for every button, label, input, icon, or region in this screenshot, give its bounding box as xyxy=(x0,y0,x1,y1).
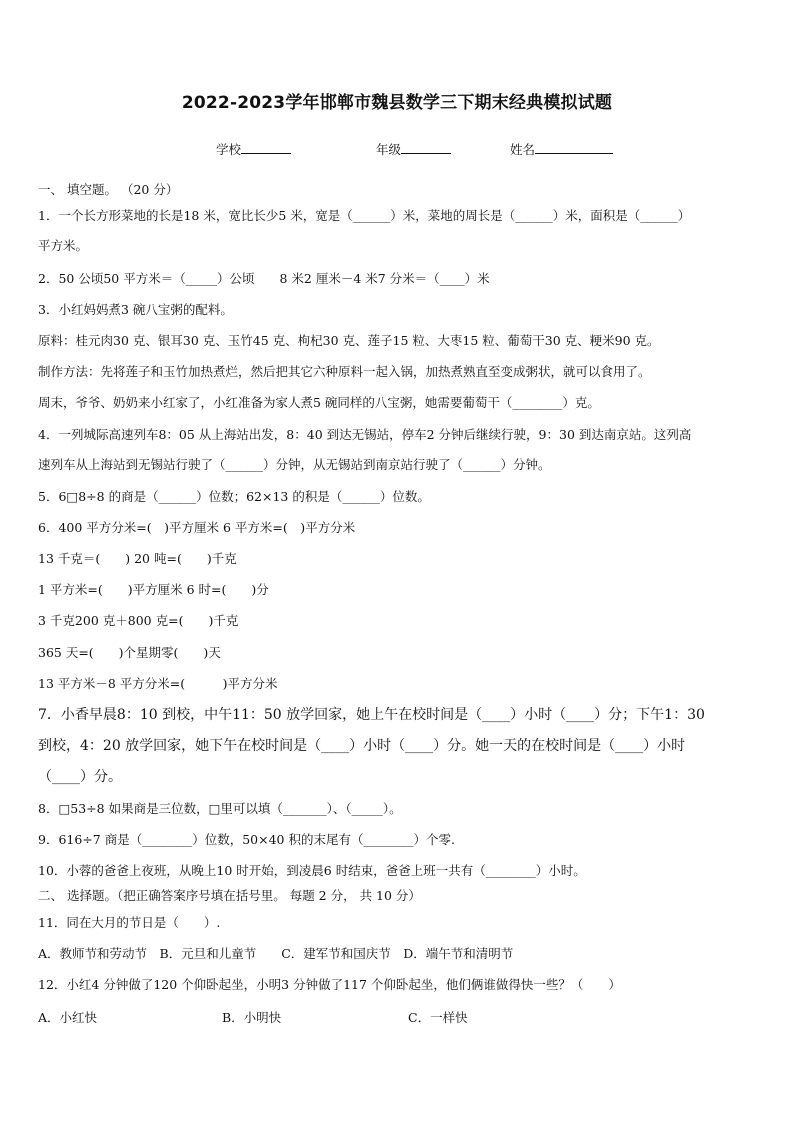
question-2: 2．50 公顷50 平方米＝（_____）公顷 8 米2 厘米－4 米7 分米＝（____）米 xyxy=(38,271,490,286)
question-7-line-1: 7．小香早晨8：10 到校，中午11：50 放学回家，她上午在校时间是（____）小时（____）分；下午1：30 xyxy=(38,707,705,723)
question-12-option-a: A．小红快 xyxy=(38,1010,98,1025)
page-title: 2022-2023学年邯郸市魏县数学三下期末经典模拟试题 xyxy=(181,93,613,113)
school-label: 学校 xyxy=(216,142,242,157)
grade-field xyxy=(376,140,451,158)
grade-label: 年级 xyxy=(376,142,402,157)
question-12-option-c: C．一样快 xyxy=(408,1010,468,1025)
question-7-line-3: （____）分。 xyxy=(38,769,122,785)
question-10: 10．小蓉的爸爸上夜班，从晚上10 时开始，到凌晨6 时结束，爸爸上班一共有（________）小时。 xyxy=(38,863,586,878)
question-3-method: 制作方法：先将莲子和玉竹加热煮烂，然后把其它六种原料一起入锅，加热煮熟直至变成粥状，就可以食用了。 xyxy=(38,364,651,379)
question-3: 3．小红妈妈煮3 碗八宝粥的配料。 xyxy=(38,302,233,317)
name-field xyxy=(510,140,613,158)
question-6-line-1: 6．400 平方分米=( )平方厘米 6 平方米=( )平方分米 xyxy=(38,520,356,535)
question-12: 12．小红4 分钟做了120 个仰卧起坐，小明3 分钟做了117 个仰卧起坐，他们俩谁做得快一些？（ ） xyxy=(38,977,621,992)
grade-blank xyxy=(401,140,451,154)
question-8: 8．□53÷8 如果商是三位数，□里可以填（_______）、（_____）。 xyxy=(38,801,402,816)
question-7-line-2: 到校，4：20 放学回家，她下午在校时间是（____）小时（____）分。她一天的在校时间是（____）小时 xyxy=(38,738,686,754)
name-label: 姓名 xyxy=(510,142,536,157)
question-4-line-1: 4．一列城际高速列车8：05 从上海站出发，8：40 到达无锡站，停车2 分钟后继续行驶，9：30 到达南京站。这列高 xyxy=(38,427,692,442)
name-blank xyxy=(535,140,613,154)
question-6-line-5: 365 天=( )个星期零( )天 xyxy=(38,645,221,660)
question-6-line-2: 13 千克＝( ) 20 吨=( )千克 xyxy=(38,551,237,566)
question-6-line-6: 13 平方米－8 平方分米=( )平方分米 xyxy=(38,676,278,691)
question-6-line-3: 1 平方米=( )平方厘米 6 时=( )分 xyxy=(38,582,269,597)
question-1-line-1: 1．一个长方形菜地的长是18 米，宽比长少5 米，宽是（______）米，菜地的周长是（______）米，面积是（______） xyxy=(38,208,691,223)
question-1-line-2: 平方米。 xyxy=(38,238,89,253)
school-field xyxy=(216,140,291,158)
question-12-option-b: B．小明快 xyxy=(222,1010,282,1025)
question-11-options: A．教师节和劳动节 B．元旦和儿童节 C．建军节和国庆节 D．端午节和清明节 xyxy=(38,946,514,961)
question-3-ask: 周末，爷爷、奶奶来小红家了，小红准备为家人煮5 碗同样的八宝粥，她需要葡萄干（________）克。 xyxy=(38,395,600,410)
question-4-line-2: 速列车从上海站到无锡站行驶了（______）分钟，从无锡站到南京站行驶了（______）分钟。 xyxy=(38,457,551,472)
question-6-line-4: 3 千克200 克＋800 克=( )千克 xyxy=(38,613,239,628)
question-5: 5．6□8÷8 的商是（______）位数；62×13 的积是（______）位数。 xyxy=(38,489,430,504)
question-3-ingredients: 原料：桂元肉30 克、银耳30 克、玉竹45 克、枸杞30 克、莲子15 粒、大枣15 粒、葡萄干30 克、粳米90 克。 xyxy=(38,333,660,348)
section-heading-choice: 二、 选择题。（把正确答案序号填在括号里。 每题 2 分， 共 10 分） xyxy=(38,888,421,903)
question-9: 9．616÷7 商是（________）位数，50×40 积的末尾有（________）个零. xyxy=(38,832,455,847)
section-heading-fill: 一、 填空题。 （20 分） xyxy=(38,182,179,197)
question-11: 11．同在大月的节日是（ ）. xyxy=(38,915,221,930)
school-blank xyxy=(241,140,291,154)
